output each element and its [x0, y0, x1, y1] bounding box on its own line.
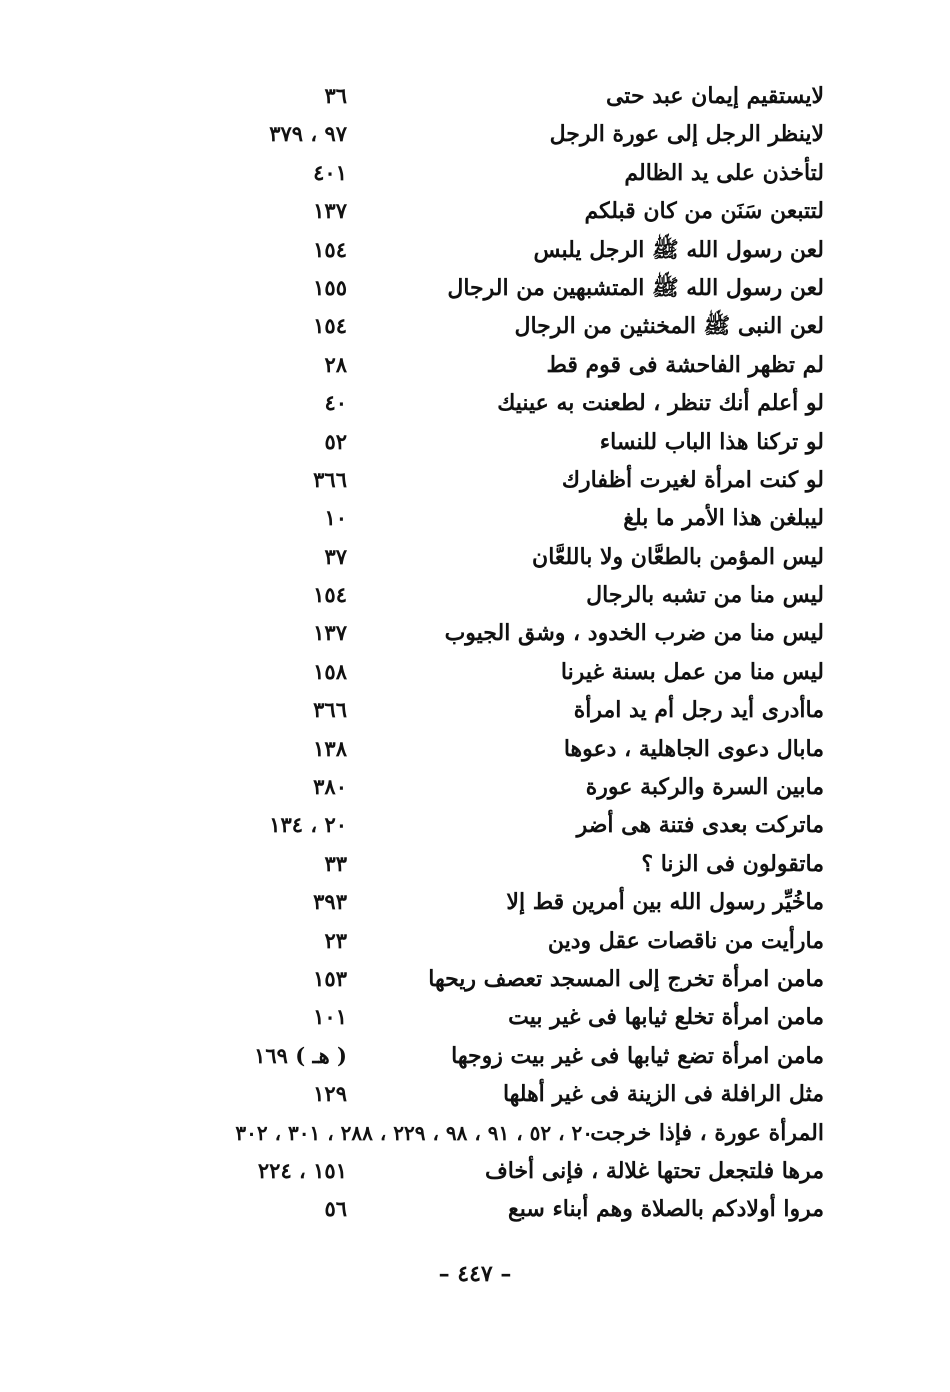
index-entry	[0, 845, 950, 883]
entry-text: ليس منا من ضرب الخدود ، وشق الجيوب	[444, 620, 824, 647]
entry-text: لتتبعن سَنَن من كان قبلكم	[584, 198, 824, 225]
entry-text: لاينظر الرجل إلى عورة الرجل	[549, 121, 824, 148]
index-entry	[0, 922, 950, 960]
entry-text: مامن امرأة تضع ثيابها فى غير بيت زوجها	[451, 1042, 824, 1069]
entry-page-refs: ١٥٤	[313, 313, 347, 339]
entry-page-refs: ١٥٤	[313, 236, 347, 262]
entry-page-refs: ( هـ ) ١٦٩	[254, 1042, 347, 1068]
entry-page-refs: ٤٠١	[313, 159, 347, 185]
entry-text: لعن النبى ﷺ المخنثين من الرجال	[514, 313, 824, 340]
index-entry	[0, 269, 950, 307]
entry-page-refs: ١٥٣	[313, 965, 347, 991]
entry-page-refs: ١٢٩	[313, 1081, 347, 1107]
index-entry	[0, 115, 950, 153]
entry-page-refs: ١٠١	[313, 1004, 347, 1030]
entry-text: المرأة عورة ، فإذا خرجت	[590, 1119, 824, 1146]
entry-text: لو أعلم أنك تنظر ، لطعنت به عينيك	[497, 390, 824, 417]
entry-text: مثل الرافلة فى الزينة فى غير أهلها	[502, 1081, 824, 1108]
index-entry	[0, 1114, 950, 1152]
entry-text: مارأيت من ناقصات عقل ودين	[547, 927, 824, 954]
entry-page-refs: ١٥٨	[313, 658, 347, 684]
entry-page-refs: ٤٠	[324, 390, 347, 416]
entry-text: لايستقيم إيمان عبد حتى	[605, 83, 824, 109]
entry-page-refs: ١٥١ ، ٢٢٤	[257, 1157, 347, 1183]
entry-page-refs: ٣٣	[324, 850, 347, 876]
index-entry	[0, 77, 950, 115]
index-entry	[0, 1190, 950, 1228]
entry-page-refs: ٣٩٣	[313, 889, 347, 915]
entry-page-refs: ٣٧	[324, 543, 347, 569]
page-number: – ٤٤٧ –	[438, 1261, 512, 1287]
entry-text: ليس منا من تشبه بالرجال	[586, 582, 824, 609]
index-entry	[0, 307, 950, 345]
index-entry	[0, 576, 950, 614]
entry-page-refs: ١٠	[324, 505, 347, 531]
entry-text: لو كنت امرأة لغيرت أظفارك	[561, 466, 824, 493]
entry-text: مرها فلتجعل تحتها غلالة ، فإنى أخاف	[484, 1157, 824, 1184]
entry-page-refs: ٢٨	[324, 351, 347, 377]
index-entry	[0, 806, 950, 844]
entry-text: ماأدرى أيد رجل أم يد امرأة	[573, 697, 824, 724]
entry-page-refs: ١٥٤	[313, 582, 347, 608]
index-entry	[0, 730, 950, 768]
index-entry	[0, 1152, 950, 1190]
entry-page-refs: ٣٨٠	[313, 774, 347, 800]
entry-text: ليبلغن هذا الأمر ما بلغ	[623, 505, 824, 532]
index-entry	[0, 691, 950, 729]
index-entry	[0, 614, 950, 652]
entry-page-refs: ٢٣	[324, 927, 347, 953]
index-entry	[0, 192, 950, 230]
index-entry	[0, 346, 950, 384]
entry-text: مابال دعوى الجاهلية ، دعوها	[563, 735, 824, 762]
entry-text: لعن رسول الله ﷺ الرجل يلبس	[533, 236, 824, 263]
entry-page-refs: ١٥٥	[313, 274, 347, 300]
entry-page-refs: ٣٦٦	[313, 466, 347, 492]
index-entry	[0, 883, 950, 921]
index-entry	[0, 960, 950, 998]
index-entry	[0, 231, 950, 269]
entry-text: لم تظهر الفاحشة فى قوم قط	[546, 351, 824, 378]
entry-text: مامن امرأة تخلع ثيابها فى غير بيت	[508, 1004, 824, 1031]
entry-text: ماتقولون فى الزنا ؟	[641, 850, 824, 877]
entry-page-refs: ٩٧ ، ٣٧٩	[269, 121, 347, 147]
entry-text: مابين السرة والركبة عورة	[585, 774, 824, 801]
index-entry	[0, 653, 950, 691]
index-entry	[0, 1037, 950, 1075]
index-entry	[0, 538, 950, 576]
entry-page-refs: ١٣٧	[313, 620, 347, 646]
hadith-index-list	[0, 77, 950, 1229]
index-entry	[0, 768, 950, 806]
entry-text: ليس المؤمن بالطعَّان ولا باللعَّان	[532, 543, 824, 570]
entry-page-refs: ٣٦٦	[313, 697, 347, 723]
entry-text: مامن امرأة تخرج إلى المسجد تعصف ريحها	[428, 965, 824, 992]
entry-page-refs: ٥٢	[324, 428, 347, 454]
entry-text: لو تركنا هذا الباب للنساء	[599, 428, 824, 455]
entry-text: ماتركت بعدى فتنة هى أضر	[576, 812, 824, 839]
index-entry	[0, 384, 950, 422]
entry-page-refs: ١٣٨	[313, 735, 347, 761]
entry-text: ماخُيِّر رسول الله بين أمرين قط إلا	[506, 889, 824, 916]
index-entry	[0, 998, 950, 1036]
index-entry	[0, 499, 950, 537]
entry-page-refs: ١٣٧	[313, 198, 347, 224]
entry-text: لعن رسول الله ﷺ المتشبهين من الرجال	[447, 274, 824, 301]
entry-page-refs: ٢٠ ، ١٣٤	[269, 812, 347, 838]
index-entry	[0, 154, 950, 192]
index-entry	[0, 423, 950, 461]
entry-text: لتأخذن على يد الظالم	[624, 159, 824, 186]
index-entry	[0, 461, 950, 499]
entry-text: مروا أولادكم بالصلاة وهم أبناء سبع	[508, 1196, 824, 1223]
entry-page-refs: ٢٠ ، ٥٢ ، ٩١ ، ٩٨ ، ٢٢٩ ، ٢٨٨ ، ٣٠١ ، ٣٠٢	[235, 1120, 593, 1145]
entry-text: ليس منا من عمل بسنة غيرنا	[560, 658, 824, 685]
entry-page-refs: ٣٦	[324, 83, 347, 108]
index-entry	[0, 1075, 950, 1113]
entry-page-refs: ٥٦	[324, 1196, 347, 1222]
